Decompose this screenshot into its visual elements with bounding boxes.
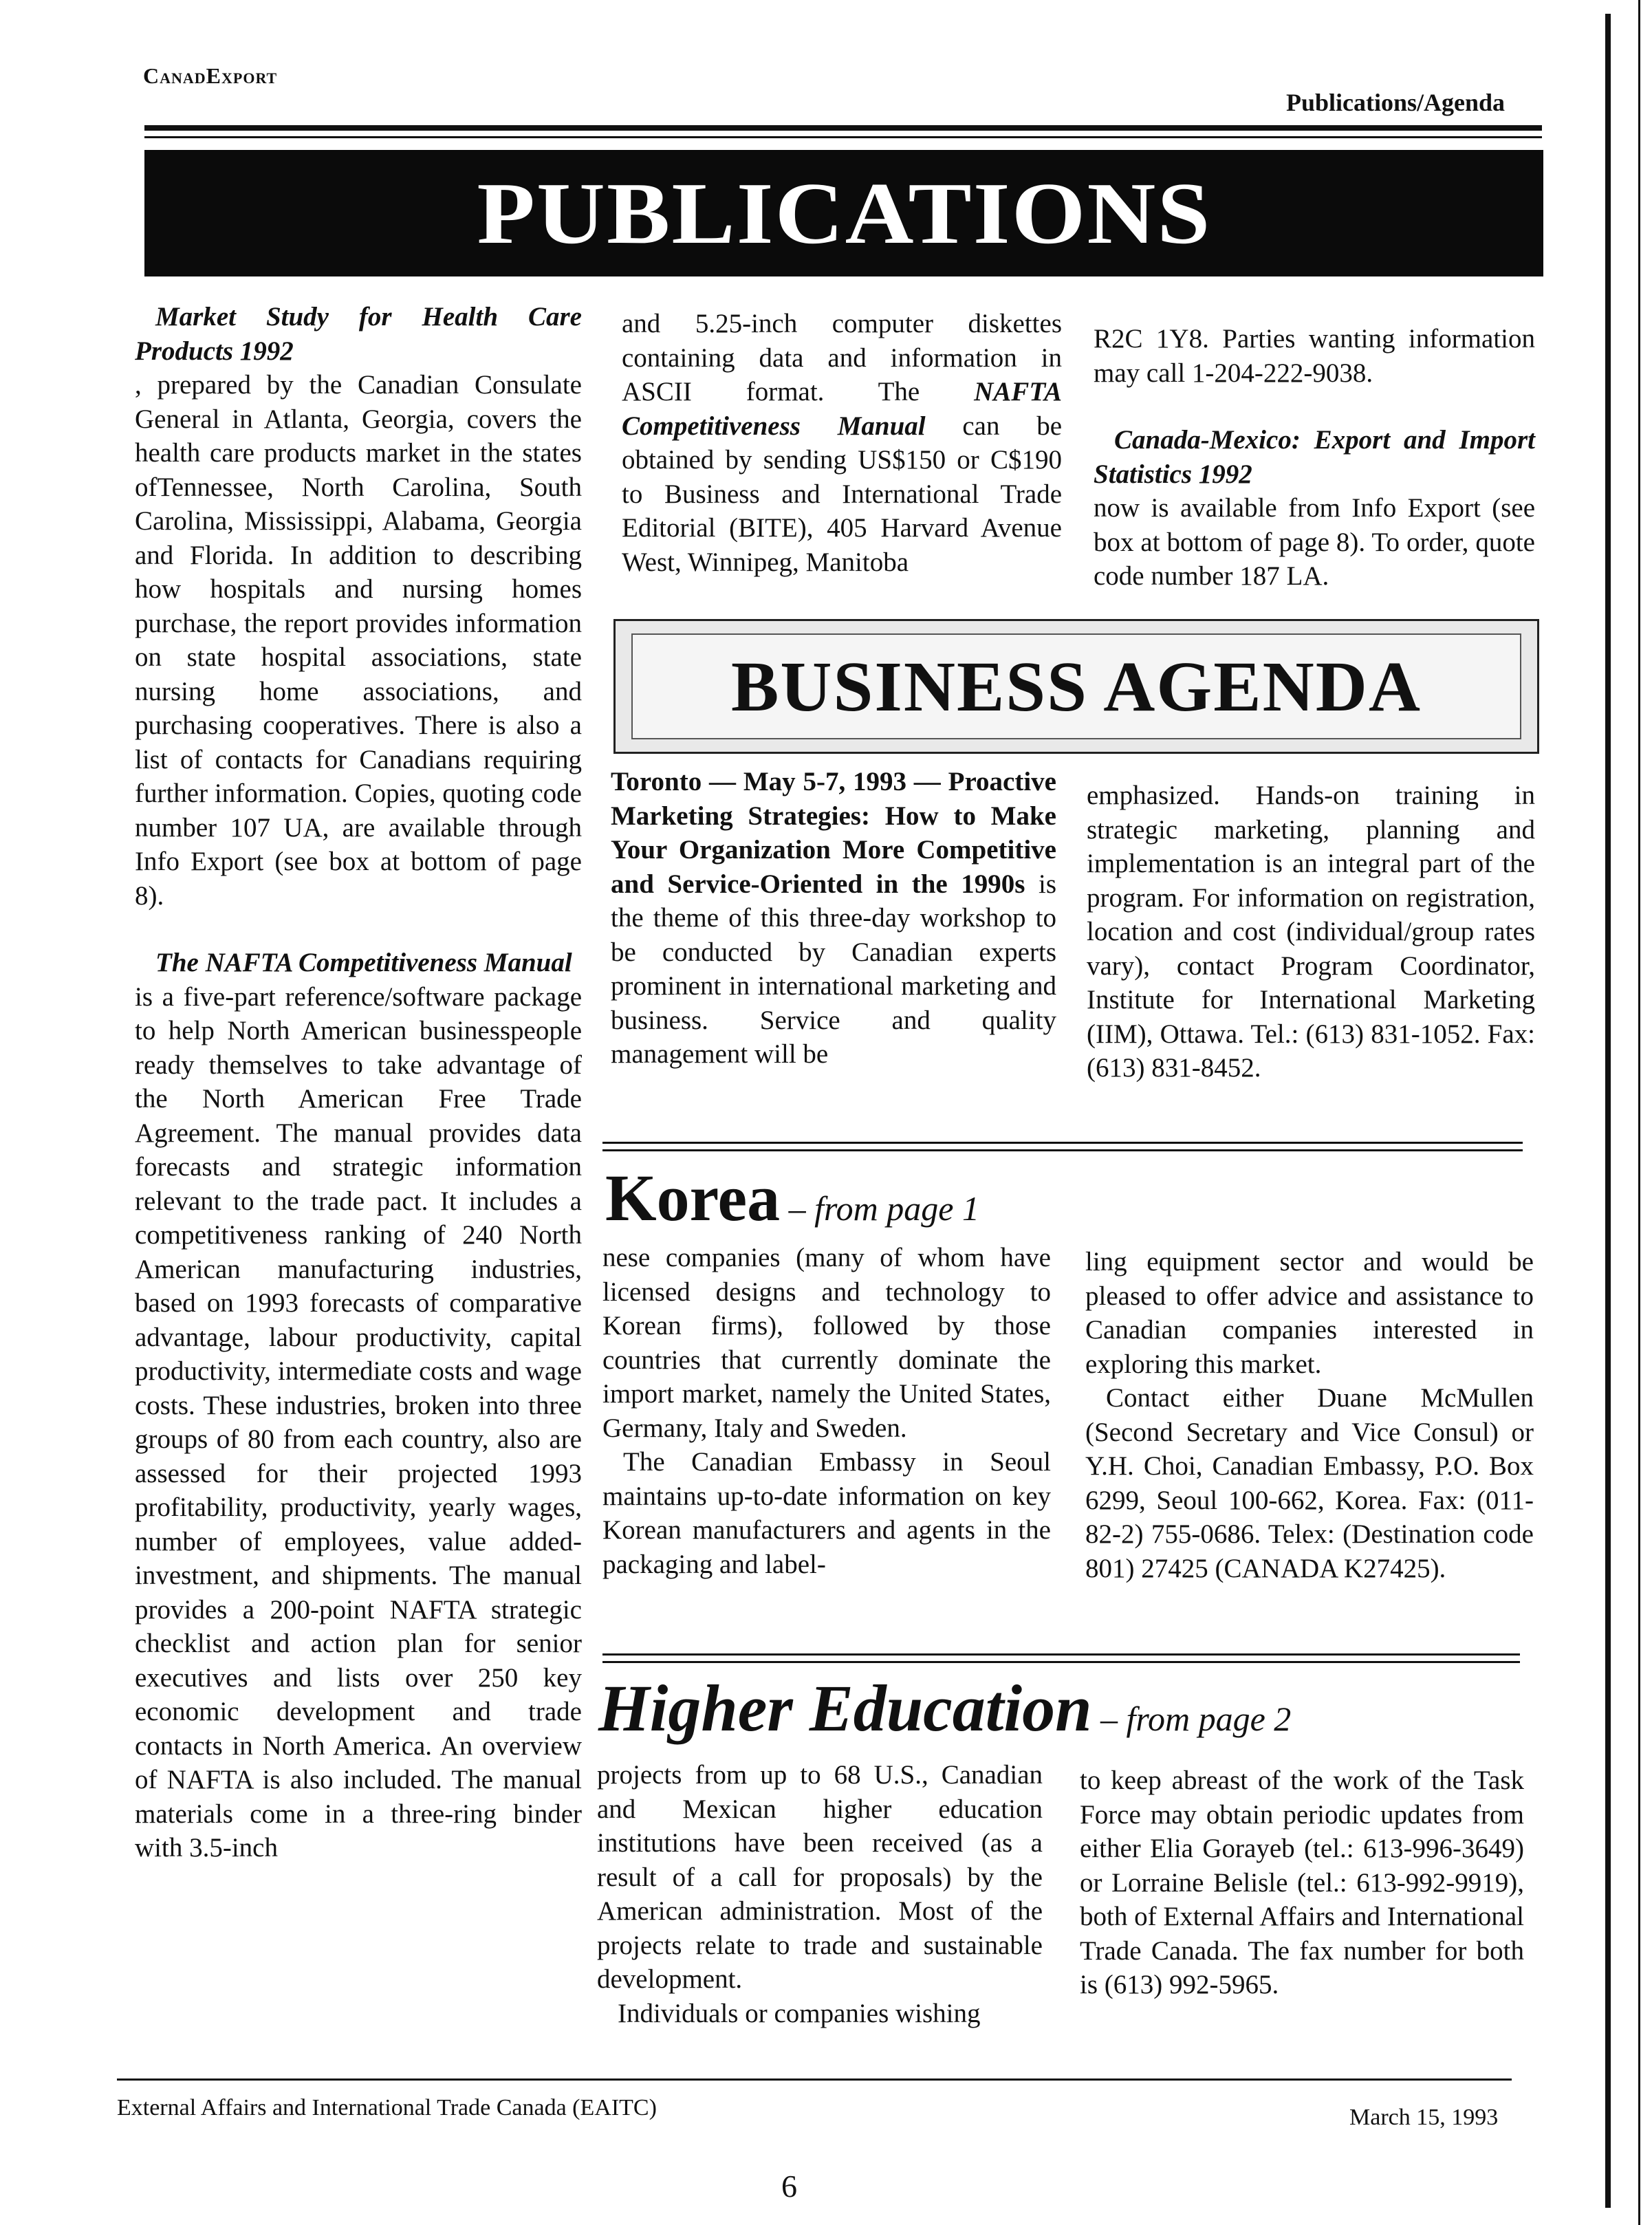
korea-paragraph: nese companies (many of whom have licensed designs and technology to Korean firms), followed by those countries that currently dominate the import market, namely the United States, Germany, Italy and Sweden. [602, 1243, 1051, 1443]
higher-education-paragraph: projects from up to 68 U.S., Canadian and Mexican higher education institutions have been received (as a result of a call for proposals) by the American administration. Most of the projects relate to trade and sustainable development. [597, 1760, 1043, 1994]
publication-item-health-care [135, 300, 582, 913]
business-agenda-banner-inner [631, 633, 1521, 739]
higher-education-column-right [1080, 1763, 1524, 2002]
higher-education-divider [602, 1653, 1520, 1663]
agenda-column-left [611, 765, 1056, 1072]
korea-column-right [1085, 1245, 1534, 1585]
publications-banner [144, 150, 1543, 276]
agenda-item-toronto-continued: emphasized. Hands-on training in strategic marketing, planning and implementation is an integral part of the program. For information on registration, location and cost (individual/group rates vary), contact Program Coordinator, Institute for International Marketing (IIM), Ottawa. Tel.: (613) 831-1052. Fax: (613) 831-8452. [1087, 781, 1535, 1083]
publication-name: CanadExport [143, 63, 278, 88]
higher-education-heading [598, 1671, 1492, 1745]
korea-subtitle: – from page 1 [780, 1189, 979, 1228]
publication-body: is a five-part reference/software package to help North American businesspeople ready themselves to take advantage of the North American Free Trade Agreement. The manual provides data forecasts and strategic information relevant to the trade pact. It includes a competitiveness ranking of 240 North American manufacturing industries, based on 1993 forecasts of comparative advantage, labour productivity, capital productivity, intermediate costs and wage costs. These industries, broken into three groups of 80 from each country, also are assessed for their projected 1993 profitability, productivity, yearly wages, number of employees, value added-investment, and shipments. The manual provides a 200-point NAFTA strategic checklist and action plan for senior executives and lists over 250 key economic development and trade contacts in North America. An overview of NAFTA is also included. The manual materials come in a three-ring binder with 3.5-inch [135, 981, 582, 1863]
higher-education-paragraph: Individuals or companies wishing [618, 1998, 981, 2028]
publication-body: and 5.25-inch computer diskettes containing data and information in ASCII format. The [622, 309, 1062, 406]
page-edge-bar [1605, 14, 1611, 2208]
footer-rule [117, 2079, 1512, 2081]
publication-title: Canada-Mexico: Export and Import Statistics 1992 [1094, 425, 1535, 489]
publication-body: now is available from Info Export (see box at bottom of page 8). To order, quote code number 187 LA. [1094, 493, 1535, 591]
page-number: 6 [781, 2169, 797, 2204]
publications-banner-text: PUBLICATIONS [476, 164, 1212, 262]
publication-item-nafta [135, 946, 582, 1865]
korea-heading [605, 1161, 1431, 1235]
publication-title: The NAFTA Competitiveness Manual [155, 948, 572, 977]
publication-title: Market Study for Health Care Products 1992 [135, 302, 582, 366]
footer-date: March 15, 1993 [1349, 2105, 1499, 2130]
higher-education-paragraph: to keep abreast of the work of the Task Force may obtain periodic updates from either Elia Gorayeb (tel.: 613-996-3649) or Lorraine Belisle (tel.: 613-992-9919), both of External Affairs and International Trade Canada. The fax number for both is (613) 992-5965. [1080, 1766, 1524, 1999]
publication-body: can be obtained by sending US$150 or C$190 to Business and International Trade Editorial (BITE), 405 Harvard Avenue West, Winnipeg, Manitoba [622, 411, 1062, 577]
korea-paragraph: Contact either Duane McMullen (Second Secretary and Vice Consul) or Y.H. Choi, Canadian Embassy, P.O. Box 6299, Seoul 100-662, Korea. Fax: (011-82-2) 755-0686. Telex: (Destination code 801) 27425 (CANADA K27425). [1085, 1383, 1534, 1583]
korea-paragraph: The Canadian Embassy in Seoul maintains up-to-date information on key Korean manufacturers and agents in the packaging and label- [602, 1447, 1051, 1579]
agenda-item-toronto [611, 765, 1056, 1072]
publication-item-nafta-end: R2C 1Y8. Parties wanting information may call 1-204-222-9038. [1094, 324, 1535, 388]
korea-divider [602, 1142, 1523, 1151]
publication-item-nafta-continued [622, 307, 1062, 579]
publications-column-middle [622, 307, 1062, 579]
publications-column-right [1094, 322, 1535, 594]
page-edge-bar-thin [1638, 0, 1640, 2225]
header-rule-top [144, 125, 1542, 131]
agenda-lead: Toronto — May 5-7, 1993 — Proactive Marketing Strategies: How to Make Your Organization More Competitive and Service-Oriented in the 1990s [611, 767, 1056, 899]
publications-column-left [135, 300, 582, 1865]
higher-education-column-left [597, 1758, 1043, 2030]
agenda-body: is the theme of this three-day workshop to be conducted by Canadian experts prominent in international marketing and business. Service and quality management will be [611, 869, 1057, 1069]
publication-title: NAFTA Competitiveness Manual [622, 377, 1062, 441]
korea-paragraph: ling equipment sector and would be pleased to offer advice and assistance to Canadian companies interested in exploring this market. [1085, 1247, 1534, 1379]
korea-column-left [602, 1241, 1051, 1581]
header-rule-bottom [144, 136, 1542, 138]
footer-publisher: External Affairs and International Trade Canada (EAITC) [117, 2095, 657, 2120]
business-agenda-banner [613, 619, 1539, 754]
section-name: Publications/Agenda [1286, 89, 1506, 116]
publication-body: , prepared by the Canadian Consulate General in Atlanta, Georgia, covers the health care products market in the states ofTennessee, North Carolina, South Carolina, Mississippi, Alabama, Georgia and Florida. In addition to describing how hospitals and nursing homes purchase, the report provides information on state hospital associations, state nursing home associations, and purchasing cooperatives. There is also a list of contacts for Canadians requiring further information. Copies, quoting code number 107 UA, are available through Info Export (see box at bottom of page 8). [135, 370, 582, 911]
korea-title: Korea [605, 1161, 781, 1235]
agenda-column-right [1087, 779, 1535, 1085]
higher-education-subtitle: – from page 2 [1091, 1700, 1292, 1738]
higher-education-title: Higher Education [598, 1671, 1092, 1745]
publication-item-canada-mexico [1094, 423, 1535, 594]
business-agenda-banner-text: BUSINESS AGENDA [731, 647, 1422, 726]
